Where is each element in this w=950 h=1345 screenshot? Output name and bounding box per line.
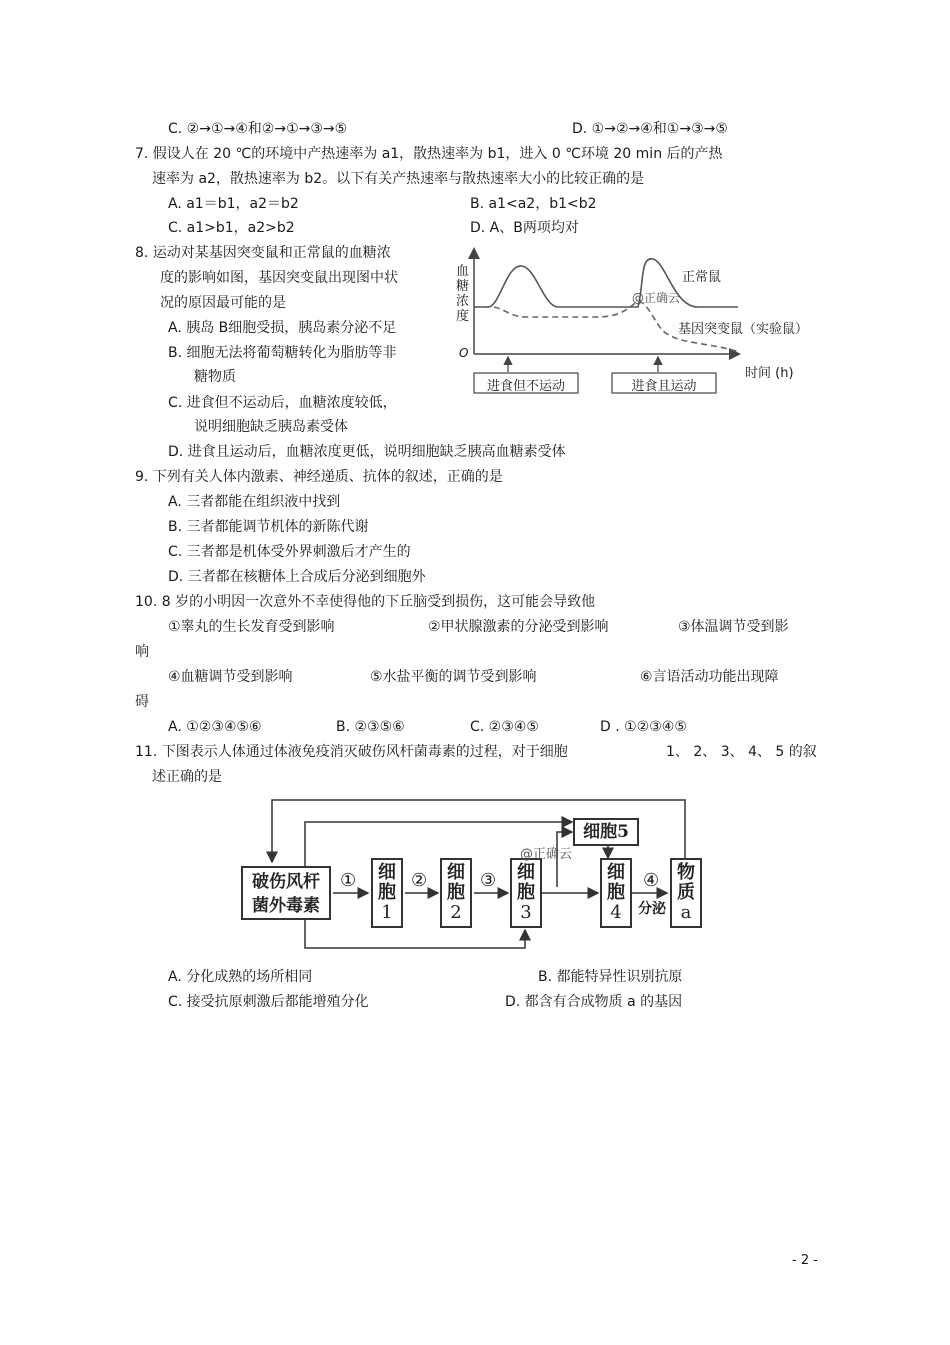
q8-option-d: D. 进食且运动后，血糖浓度更低，说明细胞缺乏胰高血糖素受体 — [168, 444, 566, 460]
q10-item-6: ⑥言语活动功能出现障 — [640, 669, 779, 685]
q8-option-b-line2: 糖物质 — [194, 369, 236, 385]
q6-option-d: D. ①→②→④和①→③→⑤ — [572, 121, 728, 137]
q10-stem: 10. 8 岁的小明因一次意外不幸使得他的下丘脑受到损伤，这可能会导致他 — [135, 594, 596, 610]
q8-stem-line1: 8. 运动对某基因突变鼠和正常鼠的血糖浓 — [135, 245, 391, 261]
q10-option-d: D . ①②③④⑤ — [600, 719, 687, 735]
q11-option-b: B. 都能特异性识别抗原 — [538, 969, 683, 985]
q7-stem-line2: 速率为 a2，散热速率为 b2。以下有关产热速率与散热速率大小的比较正确的是 — [152, 171, 645, 187]
q10-item-5: ⑤水盐平衡的调节受到影响 — [370, 669, 537, 685]
secrete-label: 分泌 — [638, 901, 666, 917]
q11-option-d: D. 都含有合成物质 a 的基因 — [505, 994, 683, 1010]
q8-option-c-line2: 说明细胞缺乏胰岛素受体 — [194, 419, 348, 435]
q8-option-a: A. 胰岛 B细胞受损，胰岛素分泌不足 — [168, 320, 397, 336]
q8-option-b-line1: B. 细胞无法将葡萄糖转化为脂肪等非 — [168, 345, 397, 361]
q6-option-c: C. ②→①→④和②→①→③→⑤ — [168, 121, 348, 137]
normal-mouse-label: 正常鼠 — [682, 270, 722, 285]
chart-x-label: 时间 (h) — [745, 366, 794, 381]
q10-item-6-wrap: 碍 — [135, 694, 149, 710]
q10-option-a: A. ①②③④⑤⑥ — [168, 719, 262, 735]
step-3-label: ③ — [480, 870, 497, 891]
q7-option-a: A. a1＝b1，a2＝b2 — [168, 196, 299, 212]
cell-2-box: 细 胞 2 — [440, 858, 472, 928]
cell-1-box: 细 胞 1 — [371, 858, 403, 928]
q9-option-c: C. 三者都是机体受外界刺激后才产生的 — [168, 544, 411, 560]
q11-stem-line1-tail: 1、 2、 3、 4、 5 的叙 — [666, 744, 817, 760]
q7-option-c: C. a1>b1，a2>b2 — [168, 220, 295, 236]
q10-item-3: ③体温调节受到影 — [678, 619, 789, 635]
q10-item-1: ①睾丸的生长发育受到影响 — [168, 619, 335, 635]
step-4-label: ④ — [643, 870, 660, 891]
q9-option-b: B. 三者都能调节机体的新陈代谢 — [168, 519, 369, 535]
q8-stem-line2: 度的影响如图，基因突变鼠出现图中状 — [160, 270, 398, 286]
q10-item-4: ④血糖调节受到影响 — [168, 669, 293, 685]
chart-origin: O — [459, 346, 469, 360]
event2-label: 进食且运动 — [631, 379, 697, 394]
q7-option-b: B. a1<a2，b1<b2 — [470, 196, 597, 212]
q11-stem-line2: 述正确的是 — [152, 769, 222, 785]
cell-3-box: 细 胞 3 — [510, 858, 542, 928]
q9-stem: 9. 下列有关人体内激素、神经递质、抗体的叙述，正确的是 — [135, 469, 503, 485]
event1-label: 进食但不运动 — [486, 379, 565, 394]
cell-4-box: 细 胞 4 — [600, 858, 632, 928]
q9-option-a: A. 三者都能在组织液中找到 — [168, 494, 341, 510]
chart-watermark: @正确云 — [632, 291, 681, 305]
step-2-label: ② — [411, 870, 428, 891]
cell-5-box: 细胞5 — [573, 818, 639, 846]
diagram-watermark: @正确云 — [520, 847, 573, 862]
chart-y-label: 血 糖 浓 度 — [456, 264, 470, 324]
step-1-label: ① — [340, 870, 357, 891]
page-number: - 2 - — [792, 1253, 818, 1268]
q10-item-3-wrap: 响 — [135, 644, 149, 660]
q10-option-b: B. ②③⑤⑥ — [336, 719, 405, 735]
q11-stem-line1: 11. 下图表示人体通过体液免疫消灭破伤风杆菌毒素的过程，对于细胞 — [135, 744, 568, 760]
substance-a-box: 物 质 a — [670, 858, 702, 928]
q10-option-c: C. ②③④⑤ — [470, 719, 539, 735]
q7-option-d: D. A、B两项均对 — [470, 220, 579, 236]
mutant-mouse-label: 基因突变鼠（实验鼠） — [678, 322, 809, 337]
q8-stem-line3: 况的原因最可能的是 — [160, 295, 286, 311]
toxin-box: 破伤风杆 菌外毒素 — [241, 866, 331, 920]
q11-option-a: A. 分化成熟的场所相同 — [168, 969, 313, 985]
q7-stem-line1: 7. 假设人在 20 ℃的环境中产热速率为 a1，散热速率为 b1，进入 0 ℃环境 20 min 后的产热 — [135, 146, 723, 162]
q10-item-2: ②甲状腺激素的分泌受到影响 — [428, 619, 609, 635]
q9-option-d: D. 三者都在核糖体上合成后分泌到细胞外 — [168, 569, 426, 585]
q11-option-c: C. 接受抗原刺激后都能增殖分化 — [168, 994, 369, 1010]
q8-option-c-line1: C. 进食但不运动后，血糖浓度较低， — [168, 395, 397, 411]
